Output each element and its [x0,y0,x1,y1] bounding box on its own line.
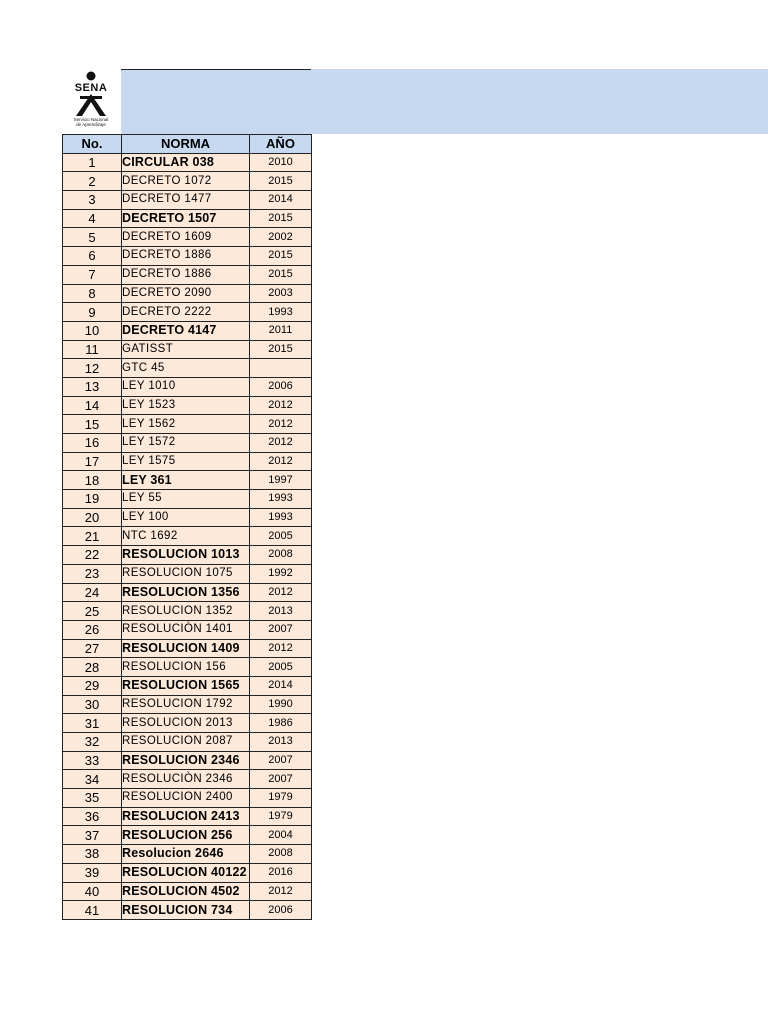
table-row [63,845,312,864]
cell-no: 10 [63,321,122,340]
cell-norma: RESOLUCION 2013 [122,714,250,733]
cell-no: 27 [63,639,122,658]
table-row [63,863,312,882]
table-row [63,807,312,826]
cell-anio: 2004 [250,826,312,845]
cell-anio: 2015 [250,247,312,266]
cell-no: 19 [63,490,122,509]
cell-no: 15 [63,415,122,434]
cell-no: 5 [63,228,122,247]
cell-norma: DECRETO 1886 [122,247,250,266]
cell-no: 9 [63,303,122,322]
cell-norma: LEY 1572 [122,434,250,453]
cell-norma: NTC 1692 [122,527,250,546]
cell-no: 32 [63,733,122,752]
table-row [63,321,312,340]
cell-no: 7 [63,265,122,284]
cell-norma: RESOLUCION 1356 [122,583,250,602]
cell-no: 25 [63,602,122,621]
table-row [63,882,312,901]
cell-norma: RESOLUCION 1013 [122,546,250,565]
cell-anio: 1990 [250,695,312,714]
cell-norma: GATISST [122,340,250,359]
cell-no: 2 [63,172,122,191]
cell-no: 4 [63,209,122,228]
cell-no: 3 [63,191,122,210]
cell-norma: RESOLUCION 256 [122,826,250,845]
cell-norma: LEY 1523 [122,396,250,415]
cell-anio: 2008 [250,845,312,864]
table-row [63,695,312,714]
cell-no: 28 [63,658,122,677]
cell-norma: RESOLUCION 2087 [122,733,250,752]
cell-no: 16 [63,434,122,453]
cell-anio: 2013 [250,733,312,752]
cell-norma: RESOLUCION 2413 [122,807,250,826]
cell-anio: 2015 [250,209,312,228]
table-row [63,733,312,752]
cell-anio: 2014 [250,191,312,210]
cell-norma: DECRETO 1507 [122,209,250,228]
cell-anio: 2006 [250,901,312,920]
table-row [63,153,312,172]
table-row [63,228,312,247]
cell-no: 39 [63,863,122,882]
cell-anio: 1993 [250,303,312,322]
cell-no: 21 [63,527,122,546]
table-row [63,415,312,434]
cell-anio: 2007 [250,751,312,770]
cell-no: 11 [63,340,122,359]
header-band [121,69,768,134]
cell-norma: LEY 1575 [122,452,250,471]
cell-no: 20 [63,508,122,527]
cell-no: 22 [63,546,122,565]
table-row [63,471,312,490]
cell-norma: DECRETO 1886 [122,265,250,284]
cell-no: 1 [63,153,122,172]
table-row [63,377,312,396]
cell-anio: 2014 [250,676,312,695]
table-row [63,901,312,920]
cell-anio: 2011 [250,321,312,340]
cell-norma: DECRETO 4147 [122,321,250,340]
table-row [63,602,312,621]
cell-anio: 2002 [250,228,312,247]
cell-no: 8 [63,284,122,303]
logo-subtitle [62,117,120,127]
cell-norma: RESOLUCION 1409 [122,639,250,658]
cell-anio: 1979 [250,789,312,808]
table-row [63,546,312,565]
cell-no: 18 [63,471,122,490]
cell-no: 33 [63,751,122,770]
cell-no: 6 [63,247,122,266]
table-row [63,172,312,191]
cell-no: 34 [63,770,122,789]
cell-anio: 1997 [250,471,312,490]
logo-subtitle-line1: Servicio Nacional [73,117,109,122]
cell-norma: CIRCULAR 038 [122,153,250,172]
cell-anio: 2012 [250,415,312,434]
cell-anio: 2015 [250,340,312,359]
cell-anio: 2007 [250,770,312,789]
cell-norma: DECRETO 1477 [122,191,250,210]
cell-anio: 2003 [250,284,312,303]
cell-anio: 2012 [250,452,312,471]
cell-no: 36 [63,807,122,826]
cell-anio: 2012 [250,396,312,415]
cell-anio: 2012 [250,882,312,901]
cell-anio: 2015 [250,265,312,284]
cell-norma: RESOLUCION 1352 [122,602,250,621]
cell-norma: RESOLUCIÒN 1401 [122,620,250,639]
cell-no: 26 [63,620,122,639]
table-row [63,620,312,639]
table-row [63,714,312,733]
table-row [63,247,312,266]
table-row [63,583,312,602]
table-row [63,434,312,453]
cell-no: 23 [63,564,122,583]
table-row [63,751,312,770]
table-row [63,284,312,303]
table-body [63,153,312,919]
cell-anio: 2013 [250,602,312,621]
cell-anio: 1993 [250,490,312,509]
table-row [63,490,312,509]
logo-subtitle-line2: de Aprendizaje [76,122,106,127]
sena-logo [62,70,120,134]
cell-norma: LEY 100 [122,508,250,527]
cell-anio: 2012 [250,583,312,602]
column-header-no: No. [63,135,122,154]
cell-no: 41 [63,901,122,920]
cell-norma: LEY 1010 [122,377,250,396]
cell-anio: 1979 [250,807,312,826]
table-row [63,770,312,789]
cell-no: 38 [63,845,122,864]
cell-norma: RESOLUCION 40122 [122,863,250,882]
cell-anio: 2008 [250,546,312,565]
cell-norma: RESOLUCION 1565 [122,676,250,695]
cell-norma: DECRETO 1072 [122,172,250,191]
cell-no: 30 [63,695,122,714]
cell-no: 29 [63,676,122,695]
table-row [63,826,312,845]
cell-no: 14 [63,396,122,415]
cell-norma: RESOLUCION 156 [122,658,250,677]
cell-no: 12 [63,359,122,378]
cell-norma: Resolucion 2646 [122,845,250,864]
column-header-norma: NORMA [122,135,250,154]
cell-anio: 1986 [250,714,312,733]
table-row [63,452,312,471]
table-row [63,789,312,808]
table-row [63,191,312,210]
cell-no: 31 [63,714,122,733]
cell-anio: 2012 [250,639,312,658]
cell-norma: RESOLUCION 4502 [122,882,250,901]
cell-anio: 2005 [250,527,312,546]
cell-norma: DECRETO 2090 [122,284,250,303]
cell-anio [250,359,312,378]
header-divider [121,69,311,70]
cell-norma: RESOLUCION 1792 [122,695,250,714]
cell-no: 35 [63,789,122,808]
cell-norma: RESOLUCION 1075 [122,564,250,583]
cell-norma: DECRETO 1609 [122,228,250,247]
column-header-anio: AÑO [250,135,312,154]
cell-no: 13 [63,377,122,396]
cell-norma: LEY 1562 [122,415,250,434]
cell-no: 17 [63,452,122,471]
cell-norma: RESOLUCION 734 [122,901,250,920]
logo-name: SENA [74,82,108,94]
cell-anio: 2007 [250,620,312,639]
table-row [63,658,312,677]
cell-no: 40 [63,882,122,901]
cell-norma: LEY 361 [122,471,250,490]
table-row [63,209,312,228]
table-row [63,303,312,322]
cell-norma: GTC 45 [122,359,250,378]
cell-norma: LEY 55 [122,490,250,509]
cell-norma: RESOLUCION 2400 [122,789,250,808]
cell-anio: 2005 [250,658,312,677]
table-row [63,676,312,695]
table-row [63,527,312,546]
cell-no: 37 [63,826,122,845]
cell-anio: 1993 [250,508,312,527]
cell-anio: 2010 [250,153,312,172]
table-row [63,340,312,359]
cell-anio: 2016 [250,863,312,882]
table-header-row [63,135,312,154]
table-row [63,564,312,583]
cell-norma: RESOLUCION 2346 [122,751,250,770]
cell-anio: 2006 [250,377,312,396]
cell-norma: RESOLUCIÒN 2346 [122,770,250,789]
cell-anio: 2012 [250,434,312,453]
norms-table [62,134,312,920]
table-row [63,508,312,527]
cell-anio: 1992 [250,564,312,583]
cell-no: 24 [63,583,122,602]
table-row [63,639,312,658]
table-row [63,265,312,284]
cell-norma: DECRETO 2222 [122,303,250,322]
table-row [63,396,312,415]
cell-anio: 2015 [250,172,312,191]
table-row [63,359,312,378]
